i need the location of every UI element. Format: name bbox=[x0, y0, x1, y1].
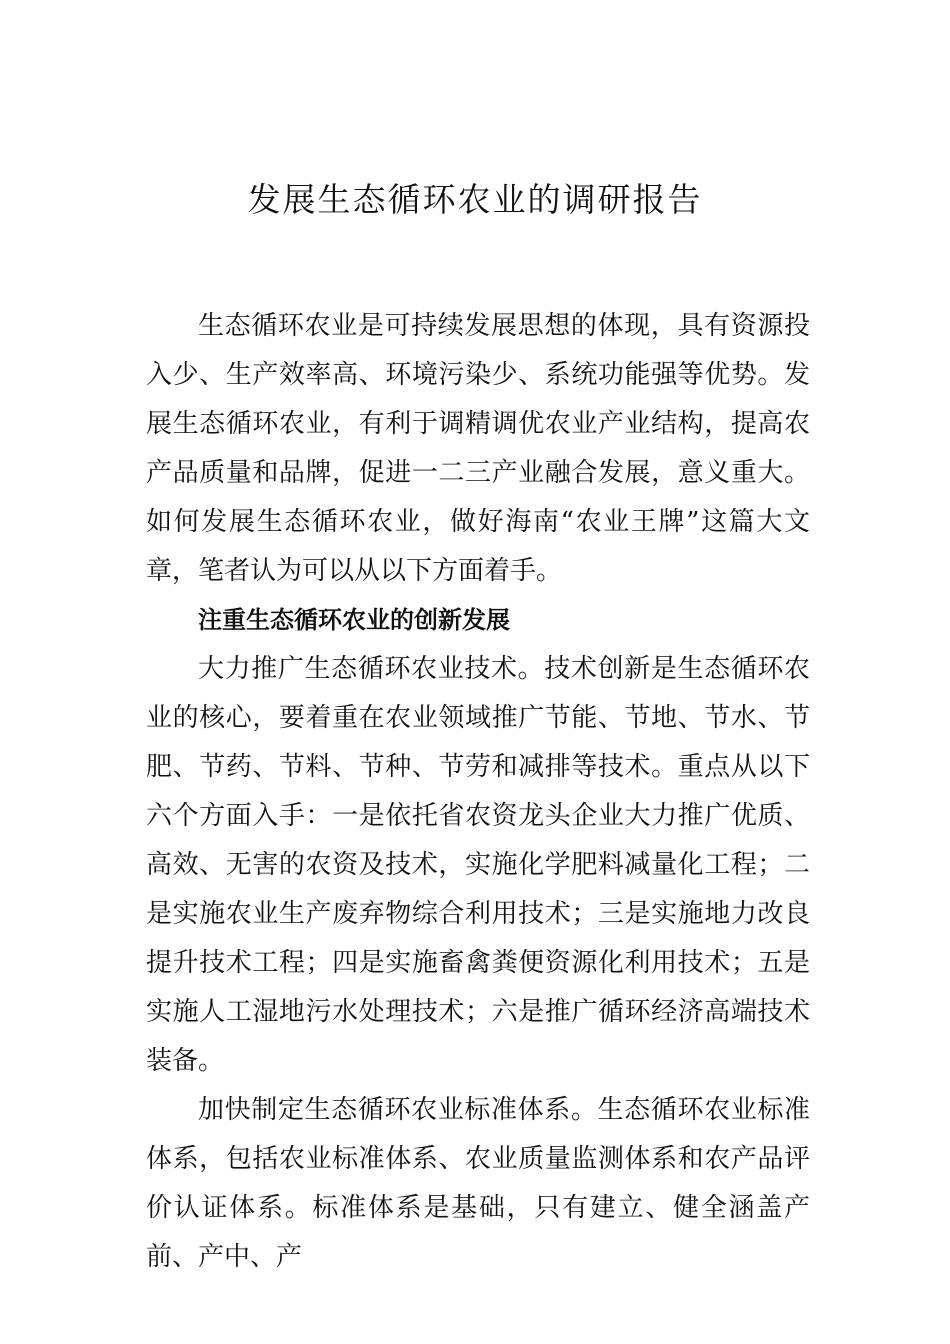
paragraph-technology: 大力推广生态循环农业技术。技术创新是生态循环农业的核心，要着重在农业领域推广节能、节地、节水、节肥、节药、节料、节种、节劳和减排等技术。重点从以下六个方面入手：一是依托省农资龙头企业大力推广优质、高效、无害的农资及技术，实施化学肥料减量化工程；二是实施农业生产废弃物综合利用技术；三是实施地力改良提升技术工程；四是实施畜禽粪便资源化利用技术；五是实施人工湿地污水处理技术；六是推广循环经济高端技术装备。 bbox=[146, 654, 810, 1076]
paragraph-intro: 生态循环农业是可持续发展思想的体现，具有资源投入少、生产效率高、环境污染少、系统功能强等优势。发展生态循环农业，有利于调精调优农业产业结构，提高农产品质量和品牌，促进一二三产业融合发展，意义重大。如何发展生态循环农业，做好海南“农业王牌”这篇大文章，笔者认为可以从以下方面着手。 bbox=[146, 311, 810, 586]
document-title: 发展生态循环农业的调研报告 bbox=[247, 180, 703, 219]
section-heading: 注重生态循环农业的创新发展 bbox=[198, 606, 510, 634]
paragraph-standards: 加快制定生态循环农业标准体系。生态循环农业标准体系，包括农业标准体系、农业质量监测体系和农产品评价认证体系。标准体系是基础，只有建立、健全涵盖产前、产中、产 bbox=[146, 1095, 810, 1272]
document-body bbox=[146, 302, 810, 1282]
